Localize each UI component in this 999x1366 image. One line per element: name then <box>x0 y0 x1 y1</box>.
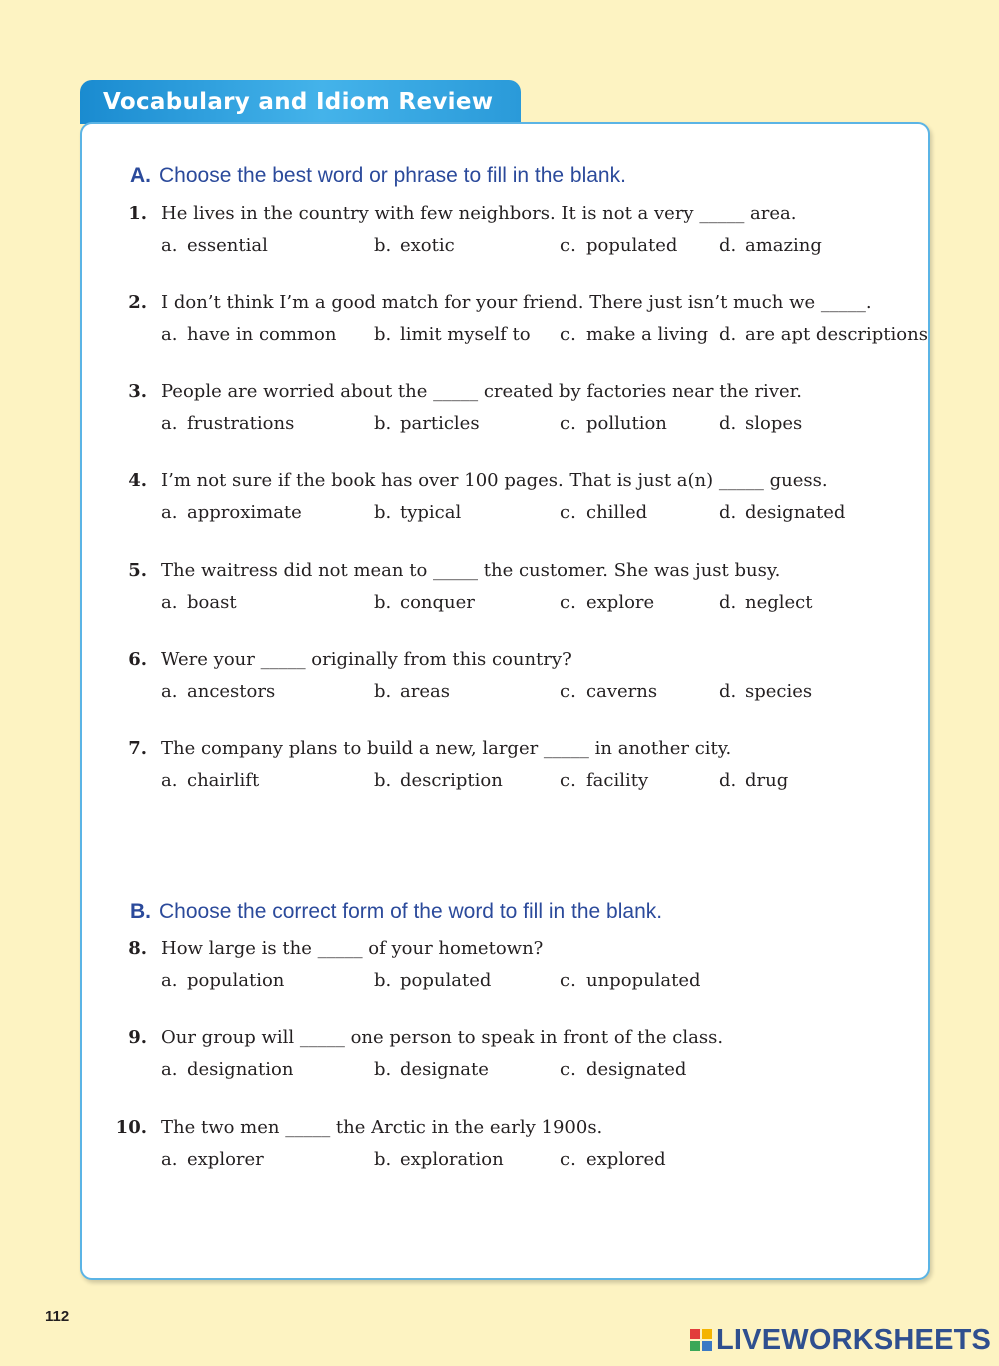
option-text: unpopulated <box>586 970 701 991</box>
option-letter: b. <box>374 681 392 702</box>
answer-option[interactable] <box>374 413 480 434</box>
option-letter: a. <box>161 592 178 613</box>
question-6 <box>0 649 999 713</box>
answer-option[interactable] <box>161 592 237 613</box>
option-letter: b. <box>374 324 392 345</box>
answer-option[interactable] <box>161 413 294 434</box>
option-text: designation <box>187 1059 294 1080</box>
option-text: ancestors <box>187 681 276 702</box>
section-instruction: Choose the correct form of the word to fill in the blank. <box>159 900 663 923</box>
question-number: 10. <box>115 1117 147 1138</box>
answer-option[interactable] <box>161 970 284 991</box>
option-text: neglect <box>745 592 813 613</box>
option-letter: d. <box>719 324 737 345</box>
option-text: explored <box>586 1149 666 1170</box>
question-1 <box>0 203 999 267</box>
question-text: He lives in the country with few neighbors. It is not a very _____ area. <box>161 203 797 224</box>
answer-option[interactable] <box>374 681 450 702</box>
answer-option[interactable] <box>161 502 302 523</box>
option-text: description <box>400 770 503 791</box>
answer-option[interactable] <box>560 681 657 702</box>
option-text: areas <box>400 681 450 702</box>
option-text: designated <box>586 1059 687 1080</box>
answer-option[interactable] <box>719 324 928 345</box>
option-letter: c. <box>560 1059 576 1080</box>
liveworksheets-brand <box>690 1322 991 1358</box>
section-a-heading <box>130 164 626 188</box>
option-text: are apt descriptions <box>745 324 928 345</box>
question-8 <box>0 938 999 1002</box>
answer-option[interactable] <box>719 681 812 702</box>
option-letter: b. <box>374 1149 392 1170</box>
page-number: 112 <box>45 1308 70 1325</box>
answer-option[interactable] <box>719 592 813 613</box>
answer-option[interactable] <box>719 413 802 434</box>
option-text: chairlift <box>187 770 260 791</box>
option-letter: c. <box>560 1149 576 1170</box>
option-text: typical <box>400 502 462 523</box>
option-letter: a. <box>161 681 178 702</box>
option-letter: d. <box>719 681 737 702</box>
option-letter: b. <box>374 413 392 434</box>
answer-option[interactable] <box>161 681 275 702</box>
option-letter: c. <box>560 413 576 434</box>
answer-option[interactable] <box>560 592 654 613</box>
section-letter: A. <box>130 164 151 187</box>
option-letter: c. <box>560 681 576 702</box>
option-text: explorer <box>187 1149 264 1170</box>
section-title-tab: Vocabulary and Idiom Review <box>80 80 521 124</box>
section-letter: B. <box>130 900 151 923</box>
question-text: How large is the _____ of your hometown? <box>161 938 544 959</box>
answer-option[interactable] <box>161 1059 293 1080</box>
question-text: People are worried about the _____ created by factories near the river. <box>161 381 802 402</box>
answer-option[interactable] <box>374 1059 489 1080</box>
option-letter: d. <box>719 235 737 256</box>
option-letter: a. <box>161 235 178 256</box>
option-text: have in common <box>187 324 337 345</box>
question-number: 7. <box>128 738 147 759</box>
option-text: caverns <box>586 681 658 702</box>
answer-option[interactable] <box>560 235 677 256</box>
option-text: pollution <box>586 413 667 434</box>
question-10 <box>0 1117 999 1181</box>
option-letter: c. <box>560 235 576 256</box>
answer-option[interactable] <box>374 770 503 791</box>
answer-option[interactable] <box>560 324 708 345</box>
answer-option[interactable] <box>161 324 336 345</box>
option-text: approximate <box>187 502 302 523</box>
answer-option[interactable] <box>560 770 648 791</box>
section-b-heading <box>130 900 662 924</box>
option-text: exploration <box>400 1149 504 1170</box>
question-number: 9. <box>128 1027 147 1048</box>
option-text: limit myself to <box>400 324 531 345</box>
question-text: I’m not sure if the book has over 100 pages. That is just a(n) _____ guess. <box>161 470 828 491</box>
question-number: 4. <box>128 470 147 491</box>
answer-option[interactable] <box>560 1059 686 1080</box>
option-text: essential <box>187 235 268 256</box>
option-text: particles <box>400 413 480 434</box>
question-9 <box>0 1027 999 1091</box>
question-3 <box>0 381 999 445</box>
option-letter: b. <box>374 770 392 791</box>
option-text: chilled <box>586 502 648 523</box>
answer-option[interactable] <box>374 970 491 991</box>
option-text: conquer <box>400 592 475 613</box>
option-text: boast <box>187 592 237 613</box>
option-letter: c. <box>560 324 576 345</box>
question-number: 5. <box>128 560 147 581</box>
question-text: The waitress did not mean to _____ the customer. She was just busy. <box>161 560 781 581</box>
question-text: I don’t think I’m a good match for your friend. There just isn’t much we _____. <box>161 292 872 313</box>
question-4 <box>0 470 999 534</box>
question-2 <box>0 292 999 356</box>
option-letter: c. <box>560 502 576 523</box>
option-text: populated <box>586 235 678 256</box>
option-letter: c. <box>560 592 576 613</box>
option-letter: d. <box>719 413 737 434</box>
option-letter: c. <box>560 770 576 791</box>
answer-option[interactable] <box>560 970 701 991</box>
brand-name: LIVEWORKSHEETS <box>716 1323 992 1356</box>
question-number: 1. <box>128 203 147 224</box>
answer-option[interactable] <box>374 235 455 256</box>
option-letter: d. <box>719 592 737 613</box>
option-text: drug <box>745 770 789 791</box>
option-letter: a. <box>161 770 178 791</box>
option-text: make a living <box>586 324 709 345</box>
answer-option[interactable] <box>560 1149 666 1170</box>
option-text: population <box>187 970 285 991</box>
question-text: The two men _____ the Arctic in the early 1900s. <box>161 1117 603 1138</box>
liveworksheets-logo-icon <box>690 1329 712 1351</box>
answer-option[interactable] <box>560 502 647 523</box>
option-letter: a. <box>161 324 178 345</box>
answer-option[interactable] <box>719 770 788 791</box>
option-letter: c. <box>560 970 576 991</box>
option-letter: b. <box>374 970 392 991</box>
option-letter: a. <box>161 970 178 991</box>
option-text: slopes <box>745 413 803 434</box>
answer-option[interactable] <box>374 1149 504 1170</box>
option-letter: d. <box>719 770 737 791</box>
option-text: amazing <box>745 235 822 256</box>
option-text: populated <box>400 970 492 991</box>
question-number: 2. <box>128 292 147 313</box>
option-text: species <box>745 681 813 702</box>
option-letter: a. <box>161 1149 178 1170</box>
answer-option[interactable] <box>374 592 475 613</box>
answer-option[interactable] <box>719 502 845 523</box>
answer-option[interactable] <box>374 502 461 523</box>
answer-option[interactable] <box>560 413 667 434</box>
question-number: 6. <box>128 649 147 670</box>
option-text: explore <box>586 592 655 613</box>
option-letter: b. <box>374 502 392 523</box>
option-letter: a. <box>161 502 178 523</box>
answer-option[interactable] <box>374 324 531 345</box>
question-text: The company plans to build a new, larger _____ in another city. <box>161 738 732 759</box>
question-7 <box>0 738 999 802</box>
option-letter: b. <box>374 592 392 613</box>
option-letter: a. <box>161 1059 178 1080</box>
option-text: facility <box>586 770 649 791</box>
answer-option[interactable] <box>161 770 259 791</box>
section-instruction: Choose the best word or phrase to fill in the blank. <box>159 164 626 187</box>
question-number: 8. <box>128 938 147 959</box>
option-text: exotic <box>400 235 455 256</box>
option-letter: b. <box>374 235 392 256</box>
option-letter: d. <box>719 502 737 523</box>
answer-option[interactable] <box>161 235 268 256</box>
option-text: designated <box>745 502 846 523</box>
question-text: Our group will _____ one person to speak in front of the class. <box>161 1027 724 1048</box>
option-text: designate <box>400 1059 489 1080</box>
question-text: Were your _____ originally from this country? <box>161 649 572 670</box>
option-letter: a. <box>161 413 178 434</box>
answer-option[interactable] <box>719 235 822 256</box>
answer-option[interactable] <box>161 1149 264 1170</box>
option-letter: b. <box>374 1059 392 1080</box>
option-text: frustrations <box>187 413 295 434</box>
question-number: 3. <box>128 381 147 402</box>
question-5 <box>0 560 999 624</box>
